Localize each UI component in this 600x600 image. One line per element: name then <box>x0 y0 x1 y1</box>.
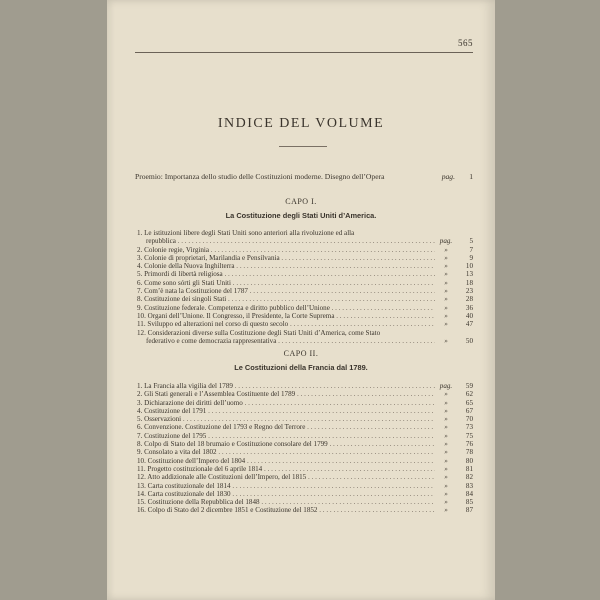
toc-entry <box>137 337 473 345</box>
toc-entry-mark: » <box>444 398 448 407</box>
toc-entry-mark <box>435 229 457 237</box>
toc-entry-page: 82 <box>465 473 473 482</box>
chapter-1-label: CAPO I. <box>285 197 317 206</box>
toc-entry-text: 9. Consolato a vita del 1802 . . . <box>137 448 435 456</box>
toc-entry-page <box>457 229 473 237</box>
toc-entry-text: 1. La Francia alla vigilia del 1789 . . . <box>137 382 435 390</box>
toc-entry-page: 13 <box>465 270 473 279</box>
toc-entry-text: 13. Carta costituzionale del 1814 . . . <box>137 482 435 490</box>
toc-entry <box>137 262 473 270</box>
toc-entry <box>137 254 473 262</box>
toc-entry-mark: » <box>444 390 448 399</box>
toc-entry <box>137 506 473 514</box>
preface-text: Proemio: Importanza dello studio delle Costituzioni moderne. Disegno dell’Opera <box>135 172 385 181</box>
toc-entry-page: 83 <box>465 481 473 490</box>
toc-entry-page: 18 <box>465 278 473 287</box>
chapter-2-toc <box>137 382 473 515</box>
toc-entry <box>137 237 473 245</box>
toc-entry <box>137 432 473 440</box>
toc-entry-mark: » <box>444 448 448 457</box>
toc-entry-mark: » <box>444 253 448 262</box>
toc-entry-mark: » <box>444 320 448 329</box>
toc-entry-text: 11. Progetto costituzionale del 6 aprile 1814 . . . <box>137 465 435 473</box>
toc-entry <box>137 498 473 506</box>
toc-entry <box>137 457 473 465</box>
toc-entry-mark: » <box>444 336 448 345</box>
toc-entry <box>137 473 473 481</box>
toc-entry-text: repubblica . . . <box>137 237 435 245</box>
toc-entry-text: 7. Com’è nata la Costituzione del 1787 . . . <box>137 287 435 295</box>
chapter-1-title: La Costituzione degli Stati Uniti d’America. <box>225 211 377 220</box>
toc-entry-text: 9. Costituzione federale. Competenza e diritto pubblico dell’Unione . . . <box>137 304 435 312</box>
toc-entry-page <box>457 329 473 337</box>
toc-entry-mark: » <box>444 262 448 271</box>
chapter-2-label: CAPO II. <box>283 349 319 358</box>
toc-entry-page: 85 <box>465 498 473 507</box>
toc-entry <box>137 382 473 390</box>
toc-entry-text: 6. Convenzione. Costituzione del 1793 e Regno del Terrore . . . <box>137 423 435 431</box>
toc-entry-text: 5. Primordi di libertà religiosa . . . <box>137 270 435 278</box>
toc-entry-page: 40 <box>465 311 473 320</box>
toc-entry-text: 6. Come sono sórti gli Stati Uniti . . . <box>137 279 435 287</box>
page-title: INDICE DEL VOLUME <box>217 116 385 131</box>
page-number: 565 <box>458 38 473 48</box>
toc-entry <box>137 423 473 431</box>
toc-entry <box>137 482 473 490</box>
title-rule <box>279 146 327 147</box>
toc-entry-text: 11. Sviluppo ed alterazioni nel corso di questo secolo . . . <box>137 320 435 328</box>
toc-entry-page: 78 <box>465 448 473 457</box>
toc-entry-mark: » <box>444 270 448 279</box>
toc-entry-mark: » <box>444 431 448 440</box>
toc-entry-mark: » <box>444 303 448 312</box>
toc-entry-mark <box>435 329 457 337</box>
toc-entry-mark: » <box>444 498 448 507</box>
toc-entry <box>137 295 473 303</box>
chapter-2-title: Le Costituzioni della Francia dal 1789. <box>234 363 368 372</box>
toc-entry-page: 62 <box>465 390 473 399</box>
toc-entry-mark: » <box>444 473 448 482</box>
toc-entry-text: 4. Costituzione del 1791 . . . <box>137 407 435 415</box>
preface-entry <box>135 172 473 181</box>
toc-entry-text: 2. Colonie regie, Virginia . . . <box>137 246 435 254</box>
toc-entry-text: 16. Colpo di Stato del 2 dicembre 1851 e Costituzione del 1852 . . . <box>137 506 435 514</box>
toc-entry-text: 14. Carta costituzionale del 1830 . . . <box>137 490 435 498</box>
toc-entry <box>137 415 473 423</box>
toc-entry-mark: » <box>444 295 448 304</box>
toc-entry-text: 1. Le istituzioni libere degli Stati Uniti sono anteriori alla rivoluzione ed alla <box>137 229 355 237</box>
toc-entry-mark: » <box>444 464 448 473</box>
toc-entry <box>137 390 473 398</box>
toc-entry-page: 5 <box>469 237 473 246</box>
toc-entry-page: 80 <box>465 456 473 465</box>
toc-entry-mark: » <box>444 489 448 498</box>
toc-entry-mark: » <box>444 287 448 296</box>
preface-page: 1 <box>469 172 473 181</box>
toc-entry-page: 87 <box>465 506 473 515</box>
toc-entry-page: 59 <box>465 382 473 390</box>
toc-entry <box>137 465 473 473</box>
chapter-1-toc <box>137 229 473 345</box>
toc-entry-text: 5. Osservazioni . . . <box>137 415 435 423</box>
toc-entry-page: 65 <box>465 398 473 407</box>
toc-entry <box>137 407 473 415</box>
toc-entry-text: 7. Costituzione del 1795 . . . <box>137 432 435 440</box>
toc-entry-mark: » <box>444 456 448 465</box>
toc-entry-mark: » <box>444 245 448 254</box>
toc-entry <box>137 229 473 237</box>
toc-entry-page: 36 <box>465 303 473 312</box>
toc-entry-mark: pag. <box>439 382 453 390</box>
toc-entry-text: 12. Considerazioni diverse sulla Costituzione degli Stati Uniti d’America, come Stato <box>137 328 381 337</box>
book-page <box>107 0 495 600</box>
toc-entry-mark: » <box>444 406 448 415</box>
toc-entry-text: 3. Colonie di proprietari, Marilandia e Pensilvania . . . <box>137 254 435 262</box>
toc-entry-text: 12. Atto addizionale alle Costituzioni dell’Impero, del 1815 . . . <box>137 473 435 481</box>
toc-entry-page: 81 <box>465 464 473 473</box>
toc-entry-text: 2. Gli Stati generali e l’Assemblea Costituente del 1789 . . . <box>137 390 435 398</box>
toc-entry-text: federativo e come democrazia rappresentativa . . . <box>137 337 435 345</box>
toc-entry <box>137 287 473 295</box>
toc-entry-mark: » <box>444 440 448 449</box>
toc-entry-page: 76 <box>465 440 473 449</box>
toc-entry-page: 47 <box>465 320 473 329</box>
toc-entry <box>137 304 473 312</box>
toc-entry-text: 4. Colonie della Nuova Inghilterra . . . <box>137 262 435 270</box>
toc-entry-mark: » <box>444 481 448 490</box>
toc-entry-text: 8. Colpo di Stato del 18 brumaio e Costituzione consolare del 1799 . . . <box>137 440 435 448</box>
toc-entry-page: 23 <box>465 287 473 296</box>
toc-entry-page: 84 <box>465 489 473 498</box>
toc-entry-page: 50 <box>465 336 473 345</box>
toc-entry-text: 15. Costituzione della Repubblica del 1848 . . . <box>137 498 435 506</box>
toc-entry-text: 3. Dichiarazione dei diritti dell’uomo . . . <box>137 399 435 407</box>
toc-entry <box>137 440 473 448</box>
toc-entry-page: 75 <box>465 431 473 440</box>
toc-entry-page: 28 <box>465 295 473 304</box>
header-rule <box>135 52 473 53</box>
toc-entry-page: 9 <box>469 253 473 262</box>
toc-entry-text: 10. Costituzione dell’Impero del 1804 . . . <box>137 457 435 465</box>
toc-entry <box>137 399 473 407</box>
toc-entry <box>137 312 473 320</box>
toc-entry <box>137 448 473 456</box>
toc-entry-page: 67 <box>465 406 473 415</box>
toc-entry-mark: pag. <box>439 237 453 246</box>
toc-entry <box>137 490 473 498</box>
toc-entry-mark: » <box>444 311 448 320</box>
toc-entry-page: 7 <box>469 245 473 254</box>
toc-entry-mark: » <box>444 423 448 432</box>
toc-entry-text: 8. Costituzione dei singoli Stati . . . <box>137 295 435 303</box>
toc-entry <box>137 279 473 287</box>
toc-entry-mark: » <box>444 278 448 287</box>
toc-entry-mark: » <box>444 506 448 515</box>
toc-entry <box>137 246 473 254</box>
toc-entry-page: 73 <box>465 423 473 432</box>
toc-entry-page: 10 <box>465 262 473 271</box>
toc-entry <box>137 320 473 328</box>
preface-pag-label: pag. <box>441 172 455 181</box>
toc-entry-text: 10. Organi dell’Unione. Il Congresso, il Presidente, la Corte Suprema . . . <box>137 312 435 320</box>
toc-entry-mark: » <box>444 415 448 424</box>
toc-entry <box>137 329 473 337</box>
toc-entry-page: 70 <box>465 415 473 424</box>
toc-entry <box>137 270 473 278</box>
